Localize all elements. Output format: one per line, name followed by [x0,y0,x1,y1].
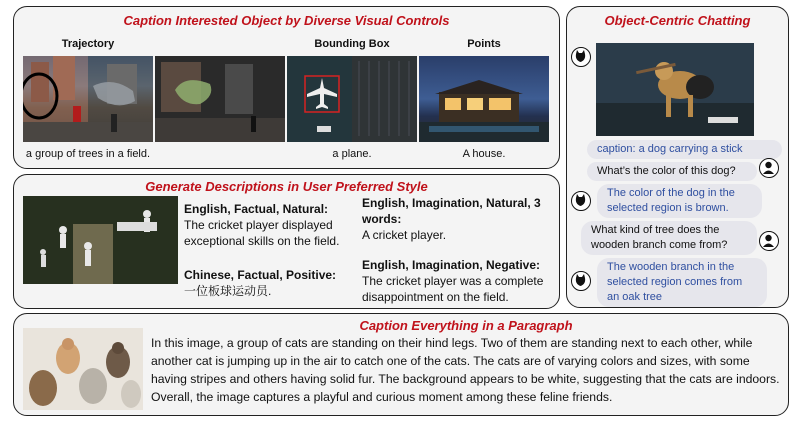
style-item-3-heading: Chinese, Factual, Positive: [184,268,337,282]
bounding-box-label: Bounding Box [314,38,390,50]
style-item-3-text: 一位板球运动员. [184,284,272,298]
style-item-4-heading: English, Imagination, Negative: [362,258,541,272]
user-avatar-2 [759,231,779,251]
dog-image [596,43,754,136]
visual-controls-panel [13,6,560,169]
chat-panel [566,6,789,308]
bounding-box-caption: a plane. [332,148,372,160]
chat-message-4: What kind of tree does the wooden branch come from? [581,221,757,255]
style-item-4 [362,257,557,305]
points-example [419,38,549,160]
paragraph-panel-title: Caption Everything in a Paragraph [359,318,573,333]
trajectory-image [23,56,153,142]
style-item-2 [362,195,547,243]
points-label: Points [467,38,501,50]
points-image [419,56,549,142]
chat-panel-title: Object-Centric Chatting [604,13,751,28]
trajectory-example-second [155,38,285,142]
chat-message-1: caption: a dog carrying a stick [587,140,782,159]
chat-message-3: The color of the dog in the selected region is brown. [597,184,762,218]
chat-message-2: What’s the color of this dog? [587,162,757,181]
style-panel-title: Generate Descriptions in User Preferred Style [145,179,428,194]
paragraph-panel [13,313,789,416]
cricket-image [23,196,178,284]
points-caption: A house. [462,148,506,160]
cat-icon [572,192,589,209]
cat-icon [572,272,589,289]
chat-message-5: The wooden branch in the selected region comes from an oak tree [597,258,767,307]
style-item-4-text: The cricket player was a complete disappointment on the field. [362,274,544,304]
trajectory-example [23,38,153,160]
paragraph-caption: In this image, a group of cats are standing on their hind legs. Two of them are standing next to each other, while another cat is jumping up in the air to catch one of the cats. The cats are of varying colors and sizes, with some having stripes and others having solid fur. The background appears to be white, suggesting that the cats are indoors. Overall, the image captures a playful and curious moment among these feline friends. [151,336,780,404]
user-icon [760,159,777,176]
style-item-2-text: A cricket player. [362,228,447,242]
trajectory-caption: a group of trees in a field. [25,148,151,160]
bot-avatar-1 [571,47,591,67]
bot-avatar-3 [571,271,591,291]
style-item-1 [184,201,364,249]
style-item-3 [184,267,364,299]
style-item-2-heading: English, Imagination, Natural, 3 words: [362,196,541,226]
trajectory-image-second [155,56,285,142]
user-avatar-1 [759,158,779,178]
style-item-1-heading: English, Factual, Natural: [184,202,329,216]
cat-icon [572,48,589,65]
bot-avatar-2 [571,191,591,211]
style-panel [13,174,560,309]
user-icon [760,232,777,249]
bounding-box-image [287,56,417,142]
style-item-1-text: The cricket player displayed exceptional skills on the field. [184,218,340,248]
cats-image [23,328,143,410]
bounding-box-example [287,38,417,160]
trajectory-label: Trajectory [61,38,115,50]
visual-controls-title: Caption Interested Object by Diverse Visual Controls [123,13,450,28]
